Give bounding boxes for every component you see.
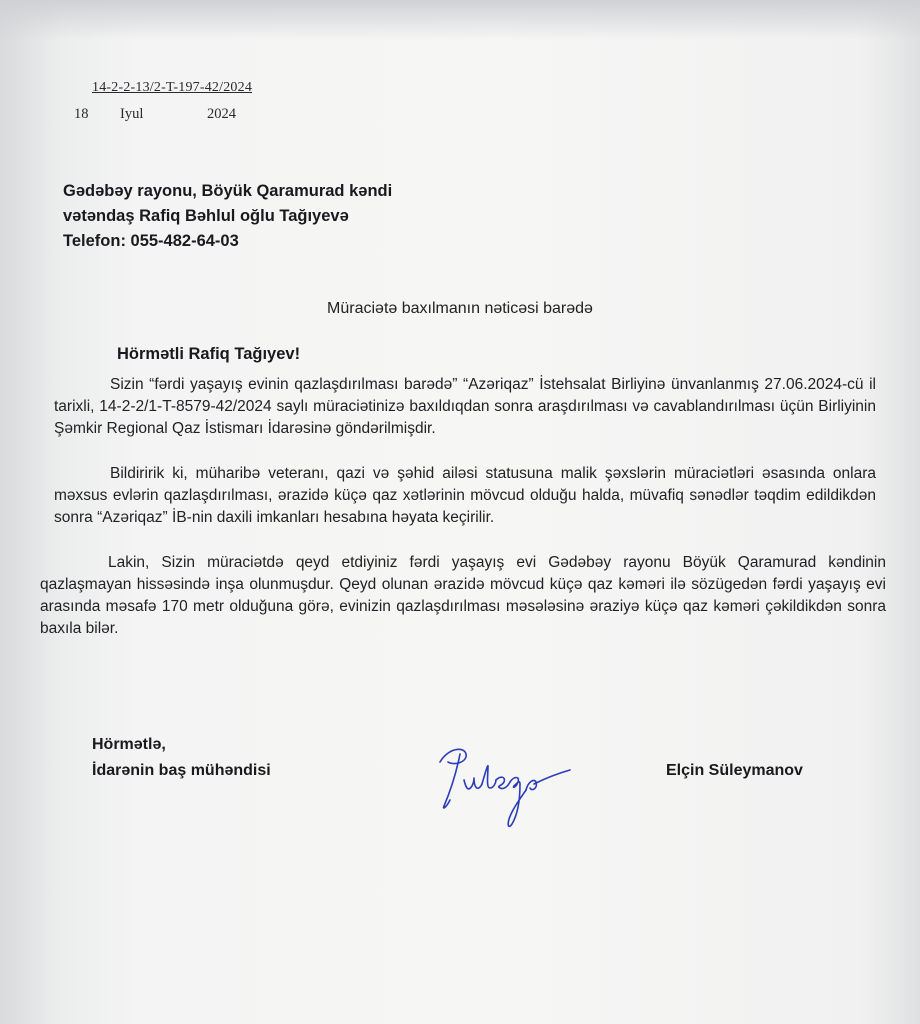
body-paragraph-3-text: Lakin, Sizin müraciətdə qeyd etdiyiniz fərdi yaşayış evi Gədəbəy rayonu Böyük Qaramurad kəndinin qazlaşmayan hissəsində inşa olunmuşdur. Qeyd olunan ərazidə mövcud küçə qaz kəməri ilə sözügedən fərdi yaşayış evi arasında məsafə 170 metr olduğuna görə, evinizin qazlaşdırılması məsələsinə əraziyə küçə qaz kəməri çəkildikdən sonra baxıla bilər. [40, 554, 886, 637]
body-paragraph-1 [54, 374, 876, 440]
handwritten-signature [430, 740, 580, 835]
date-day: 18 [74, 106, 89, 122]
recipient-phone: Telefon: 055-482-64-03 [63, 232, 239, 250]
recipient-name: vətəndaş Rafiq Bəhlul oğlu Tağıyevə [63, 207, 349, 225]
date-year: 2024 [207, 106, 236, 122]
body-paragraph-2-text: Bildiririk ki, müharibə veteranı, qazi və şəhid ailəsi statusuna malik şəxslərin müraciətləri əsasında onlara məxsus evlərin qazlaşdırılması, ərazidə küçə qaz xətlərinin mövcud olduğu halda, müvafiq sənədlər təqdim edildikdən sonra “Azəriqaz” İB-nin daxili imkanları hesabına həyata keçirilir. [54, 465, 876, 526]
body-paragraph-2 [54, 463, 876, 529]
recipient-address: Gədəbəy rayonu, Böyük Qaramurad kəndi [63, 182, 393, 200]
signer-position: İdarənin baş mühəndisi [92, 762, 271, 779]
letter-greeting: Hörmətli Rafiq Tağıyev! [117, 345, 301, 363]
paper-top-shadow [0, 0, 920, 40]
body-paragraph-1-text: Sizin “fərdi yaşayış evinin qazlaşdırılması barədə” “Azəriqaz” İstehsalat Birliyinə ünvanlanmış 27.06.2024-cü il tarixli, 14-2-2/1-T-8579-42/2024 saylı müraciətinizə baxıldıqdan sonra araşdırılması və cavablandırılması üçün Birliyinin Şəmkir Regional Qaz İstismarı İdarəsinə göndərilmişdir. [54, 376, 876, 437]
body-paragraph-3 [40, 552, 886, 640]
closing-regards: Hörmətlə, [92, 736, 166, 753]
reference-number: 14-2-2-13/2-T-197-42/2024 [92, 80, 253, 95]
date-month: Iyul [120, 106, 144, 122]
letter-subject: Müraciətə baxılmanın nəticəsi barədə [327, 300, 593, 317]
signer-name: Elçin Süleymanov [666, 762, 803, 779]
